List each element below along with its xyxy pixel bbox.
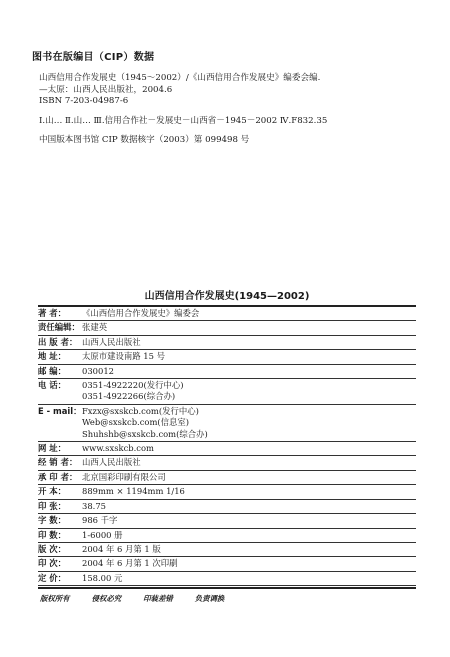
info-values	[82, 486, 416, 497]
info-label: 承 印 者：	[38, 471, 78, 482]
info-values	[82, 351, 416, 362]
info-value: 0351-4922220(发行中心)	[82, 380, 184, 391]
cip-verification: 中国版本图书馆 CIP 数据核字（2003）第 099498 号	[39, 135, 250, 145]
info-label: 地 址：	[38, 351, 67, 362]
info-row	[38, 543, 416, 557]
info-row	[38, 321, 416, 335]
info-label: 字 数：	[38, 515, 67, 526]
info-row	[38, 500, 416, 514]
info-row	[38, 485, 416, 499]
info-value: Web@sxskcb.com(信息室)	[82, 417, 190, 428]
info-value: 太原市建设南路 15 号	[82, 351, 165, 362]
footer-text: 侵权必究	[91, 594, 122, 604]
info-value: 030012	[82, 365, 114, 376]
info-label: E - mail：	[38, 405, 82, 416]
info-label: 印 张：	[38, 500, 67, 511]
info-values	[82, 501, 416, 512]
info-value: 0351-4922266(综合办)	[82, 391, 176, 402]
book-title: 山西信用合作发展史(1945—2002)	[144, 291, 310, 302]
info-values	[82, 457, 416, 468]
info-value: 158.00 元	[82, 572, 123, 583]
info-values	[82, 380, 416, 403]
info-label: 出 版 者：	[38, 336, 78, 347]
info-row	[38, 557, 416, 571]
info-value: 《山西信用合作发展史》编委会	[82, 308, 200, 318]
info-label: 经 销 者：	[38, 457, 78, 468]
footer-text: 负责调换	[194, 594, 225, 604]
info-values	[82, 308, 416, 319]
cip-block	[32, 48, 432, 147]
bottom-rule	[38, 587, 416, 589]
info-values	[82, 515, 416, 526]
cip-classification: Ⅰ.山… Ⅱ.山… Ⅲ.信用合作社－发展史－山西省－1945－2002 Ⅳ.F832.35	[39, 115, 328, 126]
info-values	[82, 544, 416, 555]
info-row	[38, 442, 416, 456]
info-label: 开 本：	[38, 486, 67, 497]
cip-line: 山西信用合作发展史（1945～2002）/《山西信用合作发展史》编委会编.	[39, 73, 321, 83]
info-label: 定 价：	[38, 572, 67, 583]
info-label: 著 者：	[38, 308, 67, 318]
info-row	[38, 379, 416, 405]
info-values	[82, 337, 416, 348]
info-label: 印 数：	[38, 529, 67, 540]
info-value: 山西人民出版社	[82, 457, 141, 468]
info-values	[82, 443, 416, 454]
info-row	[38, 471, 416, 485]
cip-isbn: ISBN 7-203-04987-6	[39, 96, 129, 106]
info-value: 986 千字	[82, 515, 118, 526]
info-value: 2004 年 6 月第 1 次印刷	[82, 558, 178, 569]
info-row	[38, 350, 416, 364]
info-table	[38, 307, 416, 586]
footer-text: 印装差错	[143, 594, 173, 604]
info-label: 邮 编：	[38, 365, 67, 376]
info-value: www.sxskcb.com	[82, 443, 154, 454]
info-row	[38, 572, 416, 586]
info-values	[82, 472, 416, 483]
rights-footer	[38, 593, 416, 604]
info-label: 版 次：	[38, 543, 67, 554]
info-values	[82, 322, 416, 333]
info-values	[82, 406, 416, 440]
info-row	[38, 365, 416, 379]
info-values	[82, 366, 416, 377]
info-row	[38, 336, 416, 350]
info-value: 1-6000 册	[82, 529, 123, 540]
info-values	[82, 558, 416, 569]
info-row	[38, 514, 416, 528]
info-row	[38, 307, 416, 321]
info-value: 张建英	[82, 322, 108, 333]
footer-text: 版权所有	[40, 594, 70, 604]
info-row	[38, 456, 416, 470]
info-row	[38, 405, 416, 442]
info-label: 印 次：	[38, 558, 67, 569]
cip-line: —太原：山西人民出版社，2004.6	[39, 84, 173, 95]
info-values	[82, 573, 416, 584]
info-value: 北京国彩印刷有限公司	[82, 471, 166, 482]
info-value: 38.75	[82, 500, 106, 511]
copyright-info-block	[38, 287, 416, 604]
info-value: Shuhshb@sxskcb.com(综合办)	[82, 428, 208, 439]
info-label: 电 话：	[38, 380, 67, 391]
info-value: Fxzx@sxskcb.com(发行中心)	[82, 405, 199, 416]
info-value: 2004 年 6 月第 1 版	[82, 543, 161, 554]
info-label: 网 址：	[38, 443, 67, 454]
info-value: 山西人民出版社	[82, 336, 141, 347]
cip-title: 图书在版编目（CIP）数据	[32, 52, 155, 63]
info-row	[38, 529, 416, 543]
info-values	[82, 530, 416, 541]
info-value: 889mm × 1194mm 1/16	[82, 486, 185, 497]
info-label: 责任编辑：	[38, 322, 80, 333]
